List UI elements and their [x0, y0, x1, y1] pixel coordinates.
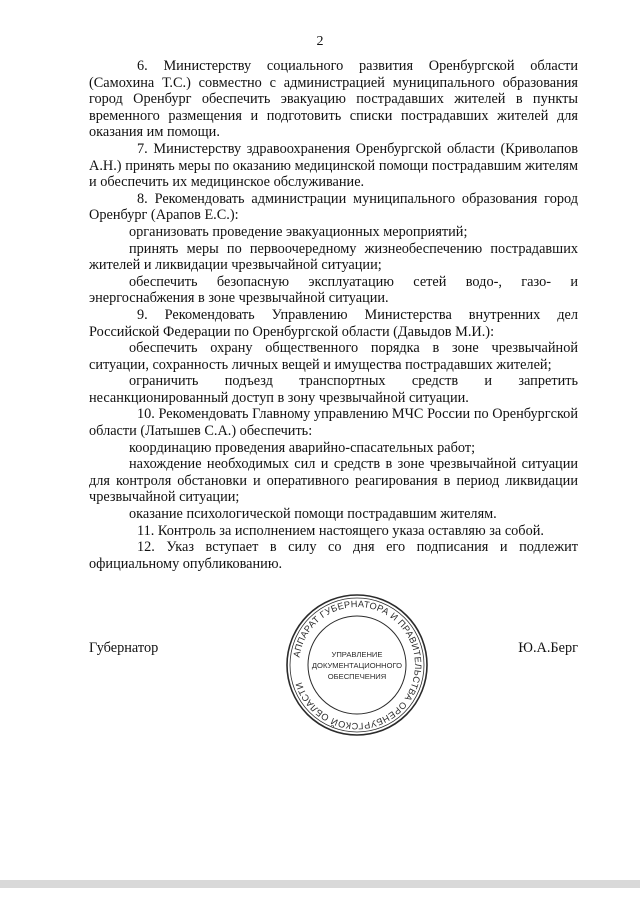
scan-bottom-edge: [0, 880, 640, 888]
paragraph-subitem: ограничить подъезд транспортных средств и запретить несанкционированный доступ в зону чрезвычайной ситуации.: [89, 373, 578, 406]
seal-stamp-icon: [284, 592, 430, 738]
paragraph-item-10: 10. Рекомендовать Главному управлению МЧС России по Оренбургской области (Латышев С.А.) обеспечить:: [89, 406, 578, 440]
paragraph-item-6: 6. Министерству социального развития Оренбургской области (Самохина Т.С.) совместно с администрацией муниципального образования город Оренбург обеспечить эвакуацию пострадавших жителей в пункты временного размещения и подготовить списки пострадавших жителей для оказания им помощи.: [89, 58, 578, 141]
paragraph-subitem: обеспечить охрану общественного порядка в зоне чрезвычайной ситуации, сохранность личных вещей и имущества пострадавших жителей;: [89, 340, 578, 373]
paragraph-item-11: 11. Контроль за исполнением настоящего указа оставляю за собой.: [137, 522, 544, 539]
seal-ring-text: АППАРАТ ГУБЕРНАТОРА И ПРАВИТЕЛЬСТВА ОРЕНБУРГСКОЙ ОБЛАСТИ: [291, 598, 424, 732]
seal-center-line: УПРАВЛЕНИЕ: [331, 650, 383, 659]
seal-center-line: ОБЕСПЕЧЕНИЯ: [327, 672, 387, 681]
seal-center-line: ДОКУМЕНТАЦИОННОГО: [311, 661, 403, 670]
page-number: 2: [316, 34, 324, 49]
signatory-title: Губернатор: [89, 640, 159, 656]
signatory-name: Ю.А.Берг: [518, 640, 578, 656]
paragraph-subitem: организовать проведение эвакуационных мероприятий;: [129, 223, 468, 240]
paragraph-subitem: обеспечить безопасную эксплуатацию сетей водо-, газо- и энергоснабжения в зоне чрезвычайной ситуации.: [89, 273, 578, 307]
paragraph-subitem: принять меры по первоочередному жизнеобеспечению пострадавших жителей и ликвидации чрезвычайной ситуации;: [89, 240, 578, 274]
paragraph-subitem: координацию проведения аварийно-спасательных работ;: [129, 439, 476, 456]
paragraph-item-9: 9. Рекомендовать Управлению Министерства внутренних дел Российской Федерации по Оренбургской области (Давыдов М.И.):: [89, 306, 578, 340]
paragraph-item-8: 8. Рекомендовать администрации муниципального образования город Оренбург (Арапов Е.С.):: [89, 190, 578, 224]
paragraph-item-7: 7. Министерству здравоохранения Оренбургской области (Криволапов А.Н.) принять меры по оказанию медицинской помощи пострадавшим жителям и обеспечить их медицинское обслуживание.: [89, 140, 578, 191]
official-seal: [284, 592, 430, 738]
paragraph-item-12: 12. Указ вступает в силу со дня его подписания и подлежит официальному опубликованию.: [89, 539, 578, 572]
paragraph-subitem: оказание психологической помощи пострадавшим жителям.: [129, 506, 497, 523]
paragraph-subitem: нахождение необходимых сил и средств в зоне чрезвычайной ситуации для контроля обстановки и оперативного реагирования в период ликвидации чрезвычайной ситуации;: [89, 456, 578, 506]
document-body: [89, 58, 578, 572]
